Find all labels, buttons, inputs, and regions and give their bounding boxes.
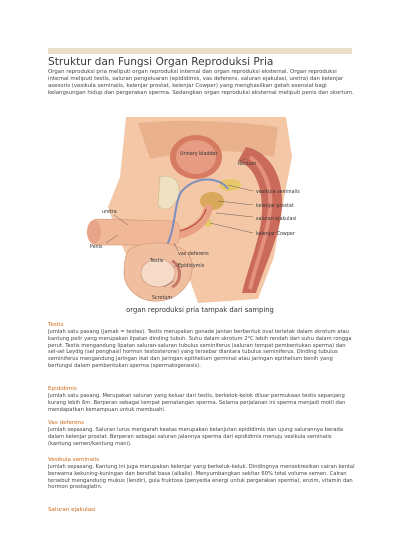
label-penis: Penis	[90, 245, 103, 250]
anatomy-figure	[78, 117, 322, 303]
section-body: Jumlah satu pasang (jamak = testes). Testis merupakan gonade jantan berbentuk oval terletak dalam skrotum atau kantung pelir yang merupakan lipatan dinding tubuh. Suhu dalam skrotum 2°C lebih rendah dari suhu dalam rongga perut. Testis mengandung lipatan saluran-saluran tubulus seminiferus (saluran tempat pembentukan sperma) dan sel-sel Leydig (sel penghasil hormon testosterone) yang tersebar diantara tubulus seminiferus. Dinding tubulus seminiferus mengandung jaringan ikat dan jaringan epithelium germinal atau jaringan epithelium benih yang berfungsi dalam pembentukan sperma (spermatogenesis).	[48, 329, 352, 369]
intro-paragraph: Organ reproduksi pria meliputi organ reproduksi internal dan organ reproduksi eksternal. Organ reproduksi internal meliputi testis, saluran pengeluaran (epididimis, vas deferens, saluran ejakulasi, uretra) dan kelenjar asesoris (vesikula seminalis, kelenjar prostat, kelenjar Cowper) yang menghasilkan getah esensial bagi kelangsungan hidup dan pergerakan sperma. Sedangkan organ reproduksi eksternal meliputi penis dan skortum.	[48, 69, 354, 96]
section-body: Jumlah sepasang. Saluran lurus mengarah keatas merupakan kelanjutan epididimis dan ujung salurannya berada dalam kelenjar prostat. Berperan sebagai saluran jalannya sperma dari epididimis menuju vesikula seminalis (kantung semen/kantung mani).	[48, 427, 344, 447]
section-heading: Vas deferens	[48, 420, 84, 426]
label-rectum: Rectum	[238, 162, 257, 167]
section-testis	[48, 322, 355, 370]
label-ejakulasi: saluran ejakulasi	[256, 217, 297, 222]
section-saluran-ejakulasi	[48, 507, 355, 514]
label-testis: Testis	[150, 259, 164, 264]
section-vesikula-seminalis	[48, 457, 355, 491]
section-heading: Vesikula seminalis	[48, 457, 100, 463]
section-heading: Saluran ejakulasi	[48, 507, 96, 513]
section-vas-deferens	[48, 420, 355, 447]
label-bladder: Urinary bladder	[180, 152, 218, 157]
label-uretra: uretra	[102, 210, 117, 215]
figure-caption: organ reproduksi pria tampak dari samping	[126, 306, 274, 314]
label-cowper: kelenjar Cowper	[256, 232, 295, 237]
label-epididymis: Epididymis	[178, 264, 205, 269]
section-body: Jumlah satu pasang. Merupakan saluran yang keluar dari testis, berkelok-kelok diluar permukaan testis sepanjang kurang lebih 6m. Berperan sebagai tempat pematangan sperma. Selama perjalanan ini sperma menjadi motil dan mendapatkan kemampuan untuk membuahi.	[48, 393, 346, 413]
header-bar	[48, 48, 352, 54]
section-epididimis	[48, 386, 355, 413]
label-prostat: kelenjar prostat	[256, 204, 294, 209]
page-title: Struktur dan Fungsi Organ Reproduksi Pria	[48, 56, 274, 68]
label-vasdeferens: vas deferens	[178, 252, 209, 257]
label-scrotum: Scrotum	[152, 296, 173, 301]
label-vesicula: vesikula seminalis	[256, 190, 300, 195]
section-heading: Testis	[48, 322, 64, 328]
section-heading: Epididimis	[48, 386, 77, 392]
section-body: Jumlah sepasang. Kantung ini juga merupakan kelenjar yang berkeluk-keluk. Dindingnya mensekresikan cairan kental berwarna kekuning-kuningan dan bersifat basa (alkalis). Menyumbangkan sekitar 60% total volume semen. Cairan tersebut mengandung mukus (lendir), gula fruktosa (penyedia energi untuk pergerakan sperma), enzim, vitamin dan hormon prostaglatin.	[48, 464, 355, 491]
